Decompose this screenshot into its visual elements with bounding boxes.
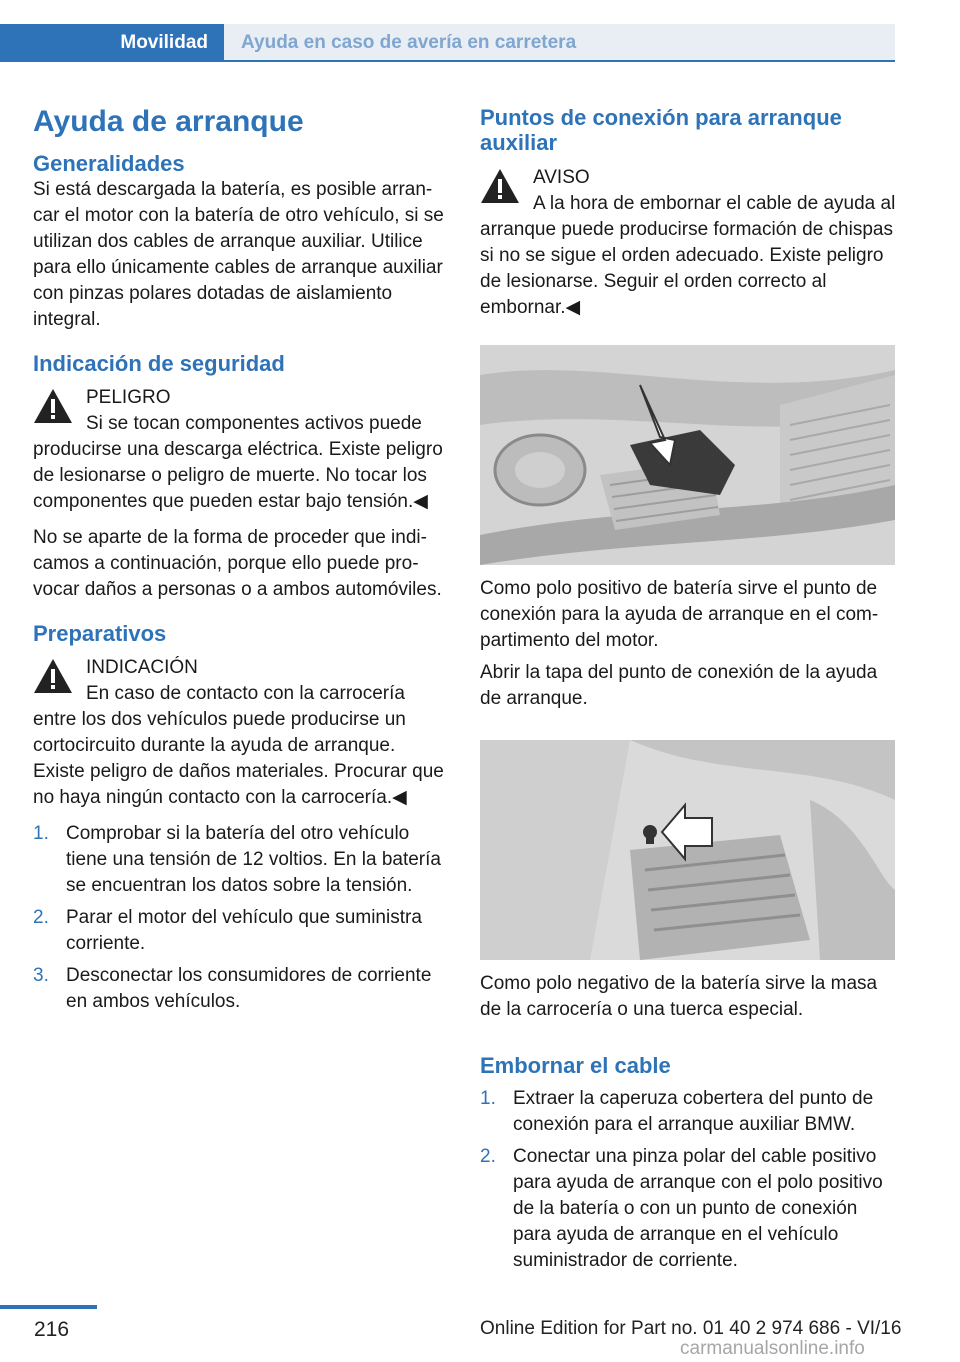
section-tab xyxy=(0,24,224,62)
list-item xyxy=(33,963,447,1015)
chapter-tab xyxy=(224,24,895,62)
step-number: 1. xyxy=(33,823,49,845)
warning-triangle-icon xyxy=(33,388,73,424)
step-text: Conectar una pinza polar del cable positivo para ayuda de arranque con el polo positivo de la batería o con un punto de conexión para ayuda de arranque en el vehículo suministrador de corriente. xyxy=(513,1146,883,1272)
step-text: Comprobar si la batería del otro vehículo tiene una tensión de 12 voltios. En la batería se encuentran los datos sobre la tensión. xyxy=(66,823,441,897)
open-cover-text: Abrir la tapa del punto de conexión de la ayuda de arranque. xyxy=(480,662,878,710)
embornar-steps xyxy=(480,1086,896,1274)
negative-caption: Como polo negativo de la batería sirve la masa de la carrocería o una tuerca especial. xyxy=(480,973,878,1021)
notice-text: En caso de contacto con la carrocería entre los dos vehículos puede producirse un cortocircuito durante la ayuda de arranque. Existe peligro de daños materiales. Procurar que no haya ningún contacto con la carrocería.◀ xyxy=(33,683,444,809)
step-number: 3. xyxy=(33,965,49,987)
positive-terminal-photo xyxy=(480,345,895,565)
warning-title: AVISO xyxy=(533,167,590,189)
step-number: 2. xyxy=(480,1146,496,1168)
generalidades-text: Si está descargada la batería, es posible arrancar el motor con la batería de otro vehículo, si se utilizan dos cables de arranque auxiliar. Utilice para ello únicamente cables de arranque auxiliar con pinzas polares dotadas de aislamiento integral. xyxy=(33,179,444,331)
list-item xyxy=(33,905,447,957)
notice-title: INDICACIÓN xyxy=(86,657,198,679)
danger-notice xyxy=(33,385,447,515)
left-column xyxy=(33,96,447,1015)
page-header xyxy=(0,24,895,62)
danger-text: Si se tocan componentes activos puede producirse una descarga eléctrica. Existe peligro de lesionarse o peligro de muerte. No tocar los componentes que pueden estar bajo tensión.◀ xyxy=(33,413,443,513)
step-text: Desconectar los consumidores de corriente en ambos vehículos. xyxy=(66,965,432,1013)
step-number: 1. xyxy=(480,1088,496,1110)
embornar-heading: Embornar el cable xyxy=(480,1053,671,1079)
warning-triangle-icon xyxy=(33,658,73,694)
preparativos-heading: Preparativos xyxy=(33,621,167,647)
seguridad-text: No se aparte de la forma de proceder que indicamos a continuación, porque ello puede provocar daños a personas o a ambos automóviles. xyxy=(33,527,442,601)
edition-note: Online Edition for Part no. 01 40 2 974 686 - VI/16 xyxy=(480,1318,902,1339)
preparativos-steps xyxy=(33,821,447,1015)
watermark: carmanualsonline.info xyxy=(680,1338,865,1359)
right-column xyxy=(480,96,896,1274)
warning-text: A la hora de embornar el cable de ayuda al arranque puede producirse formación de chispas si no se sigue el orden adecuado. Existe peligro de lesionarse. Seguir el orden correcto al embornar.◀ xyxy=(480,193,896,319)
footer-rule xyxy=(0,1305,97,1309)
step-number: 2. xyxy=(33,907,49,929)
negative-terminal-photo xyxy=(480,740,895,960)
page-number: 216 xyxy=(34,1318,70,1341)
generalidades-heading: Generalidades xyxy=(33,151,185,176)
section-label: Movilidad xyxy=(120,32,208,53)
seguridad-heading: Indicación de seguridad xyxy=(33,351,285,377)
step-text: Extraer la caperuza cobertera del punto de conexión para el arranque auxiliar BMW. xyxy=(513,1088,874,1136)
warning-triangle-icon xyxy=(480,168,520,204)
page-title: Ayuda de arranque xyxy=(33,105,304,138)
list-item xyxy=(33,821,447,899)
notice xyxy=(33,655,447,811)
list-item xyxy=(480,1144,896,1274)
step-text: Parar el motor del vehículo que suministra corriente. xyxy=(66,907,422,955)
puntos-heading: Puntos de conexión para arranque auxiliar xyxy=(480,105,842,156)
chapter-label: Ayuda en caso de avería en carretera xyxy=(241,32,577,53)
danger-title: PELIGRO xyxy=(86,387,171,409)
positive-caption: Como polo positivo de batería sirve el punto de conexión para la ayuda de arranque en el compartimento del motor. xyxy=(480,578,879,652)
warning-notice xyxy=(480,165,896,321)
list-item xyxy=(480,1086,896,1138)
